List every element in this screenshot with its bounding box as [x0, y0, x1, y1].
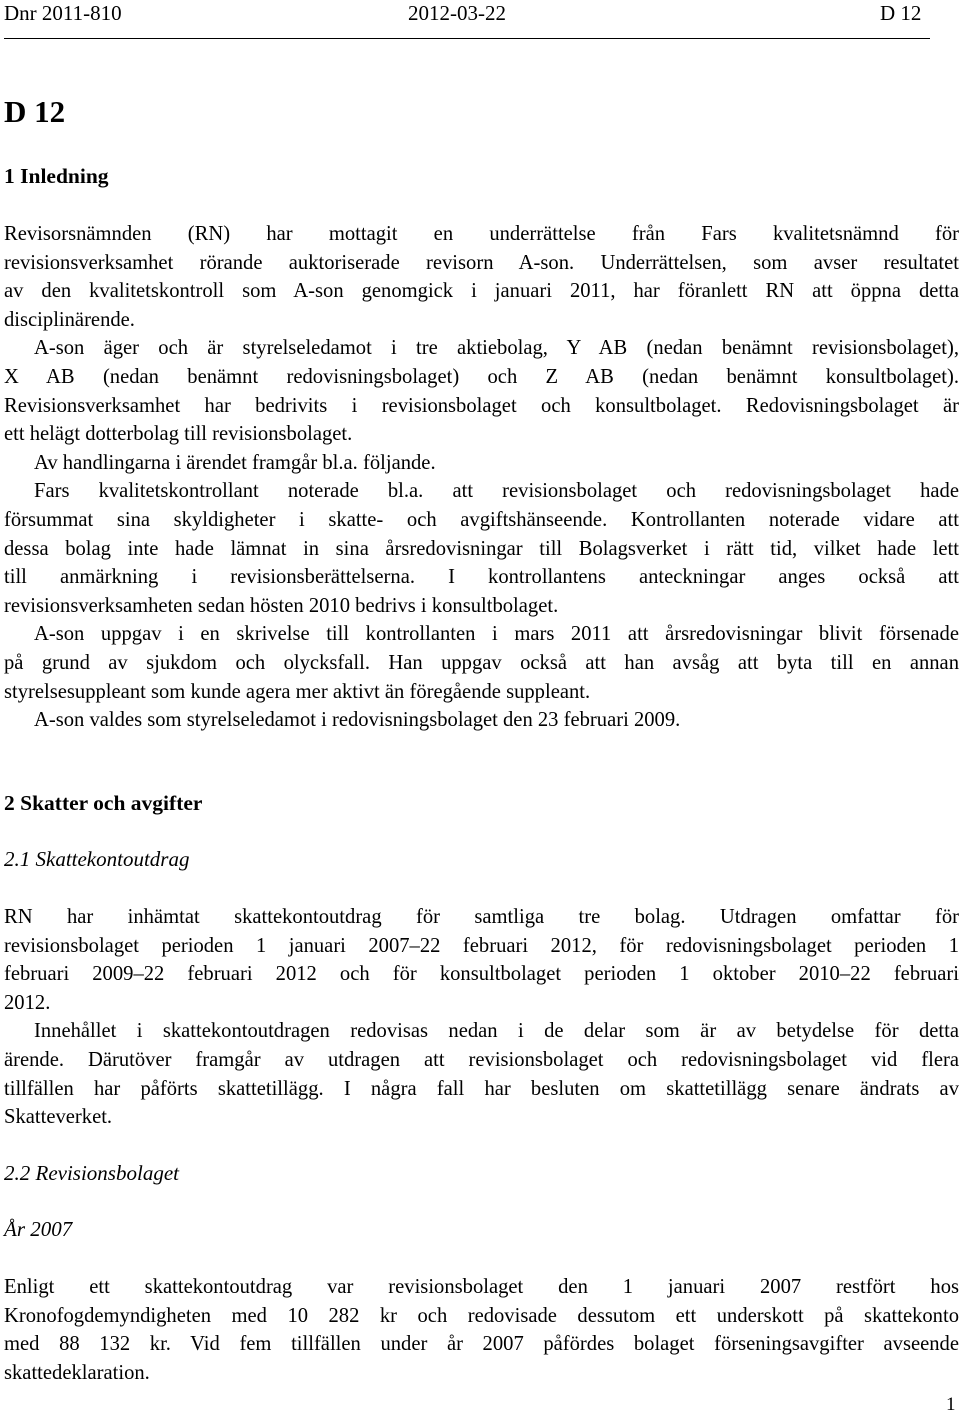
section-heading-skatter: 2 Skatter och avgifter: [4, 791, 203, 815]
text-line: Skatteverket.: [4, 1106, 113, 1129]
header-doc-id: D 12: [880, 1, 922, 25]
text-line: revisionsbolaget perioden 1 januari 2007–22 februari 2012, för redovisningsbolaget perioden 1: [4, 934, 959, 957]
text-line: disciplinärende.: [4, 308, 135, 331]
text-line: A-son valdes som styrelseledamot i redovisningsbolaget den 23 februari 2009.: [34, 709, 681, 732]
text-line: Fars kvalitetskontrollant noterade bl.a. att revisionsbolaget och redovisningsbolaget hade: [34, 480, 959, 503]
page-title: D 12: [4, 94, 66, 129]
header-docnumber: Dnr 2011-810: [4, 1, 122, 25]
text-line: till anmärkning i revisionsberättelserna. I kontrollantens anteckningar anges också att: [4, 566, 959, 589]
header-rule: [4, 38, 930, 39]
text-line: försummat sina skyldigheter i skatte- och avgiftshänseende. Kontrollanten noterade vidare att: [4, 508, 959, 531]
section-heading-inledning: 1 Inledning: [4, 164, 109, 188]
page-number: 1: [946, 1394, 956, 1415]
text-line: ärende. Därutöver framgår av utdragen att revisionsbolaget och redovisningsbolaget vid flera: [4, 1048, 959, 1071]
text-line: styrelsesuppleant som kunde agera mer aktivt än föregående suppleant.: [4, 680, 591, 703]
text-line: dessa bolag inte hade lämnat in sina årsredovisningar till Bolagsverket i rätt tid, vilket hade lett: [4, 537, 959, 560]
section-inledning-body: [4, 220, 959, 735]
section-revisionsbolaget-body: [4, 1273, 959, 1387]
text-line: av den kvalitetskontroll som A-son genomgick i januari 2011, har föranlett RN att öppna detta: [4, 280, 959, 303]
text-line: X AB (nedan benämnt redovisningsbolaget) och Z AB (nedan benämnt konsultbolaget).: [4, 365, 959, 388]
text-line: ett helägt dotterbolag till revisionsbolaget.: [4, 423, 353, 446]
text-line: A-son uppgav i en skrivelse till kontrollanten i mars 2011 att årsredovisningar blivit försenade: [34, 623, 959, 646]
text-line: med 88 132 kr. Vid fem tillfällen under år 2007 påfördes bolaget förseningsavgifter avseende: [4, 1333, 959, 1356]
text-line: Av handlingarna i ärendet framgår bl.a. följande.: [34, 451, 436, 474]
text-line: 2012.: [4, 991, 51, 1014]
text-line: Enligt ett skattekontoutdrag var revisionsbolaget den 1 januari 2007 restfört hos: [4, 1276, 959, 1298]
subsection-heading-skattekontoutdrag: 2.1 Skattekontoutdrag: [4, 847, 190, 871]
text-line: Innehållet i skattekontoutdragen redovisas nedan i de delar som är av betydelse för detta: [34, 1020, 959, 1043]
text-line: A-son äger och är styrelseledamot i tre aktiebolag, Y AB (nedan benämnt revisionsbolaget),: [34, 337, 959, 360]
text-line: RN har inhämtat skattekontoutdrag för samtliga tre bolag. Utdragen omfattar för: [4, 906, 959, 928]
text-line: februari 2009–22 februari 2012 och för konsultbolaget perioden 1 oktober 2010–22 februari: [4, 963, 959, 986]
header-date: 2012-03-22: [408, 1, 506, 25]
text-line: revisionsverksamhet rörande auktoriserade revisorn A-son. Underrättelsen, som avser resultatet: [4, 251, 959, 274]
text-line: Kronofogdemyndigheten med 10 282 kr och redovisade dessutom ett underskott på skattekonto: [4, 1304, 959, 1327]
text-line: skattedeklaration.: [4, 1361, 150, 1384]
subsection-heading-revisionsbolaget: 2.2 Revisionsbolaget: [4, 1161, 179, 1185]
text-line: Revisionsverksamhet har bedrivits i revisionsbolaget och konsultbolaget. Redovisningsbolaget är: [4, 394, 959, 417]
text-line: revisionsverksamheten sedan hösten 2010 bedrivs i konsultbolaget.: [4, 594, 559, 617]
text-line: på grund av sjukdom och olycksfall. Han uppgav också att han avsåg att byta till en annan: [4, 651, 959, 674]
text-line: tillfällen har påförts skattetillägg. I några fall har besluten om skattetillägg senare ändrats av: [4, 1077, 959, 1100]
year-heading-2007: År 2007: [4, 1217, 73, 1241]
section-skattekontoutdrag-body: [4, 903, 959, 1132]
text-line: Revisorsnämnden (RN) har mottagit en underrättelse från Fars kvalitetsnämnd för: [4, 223, 959, 245]
